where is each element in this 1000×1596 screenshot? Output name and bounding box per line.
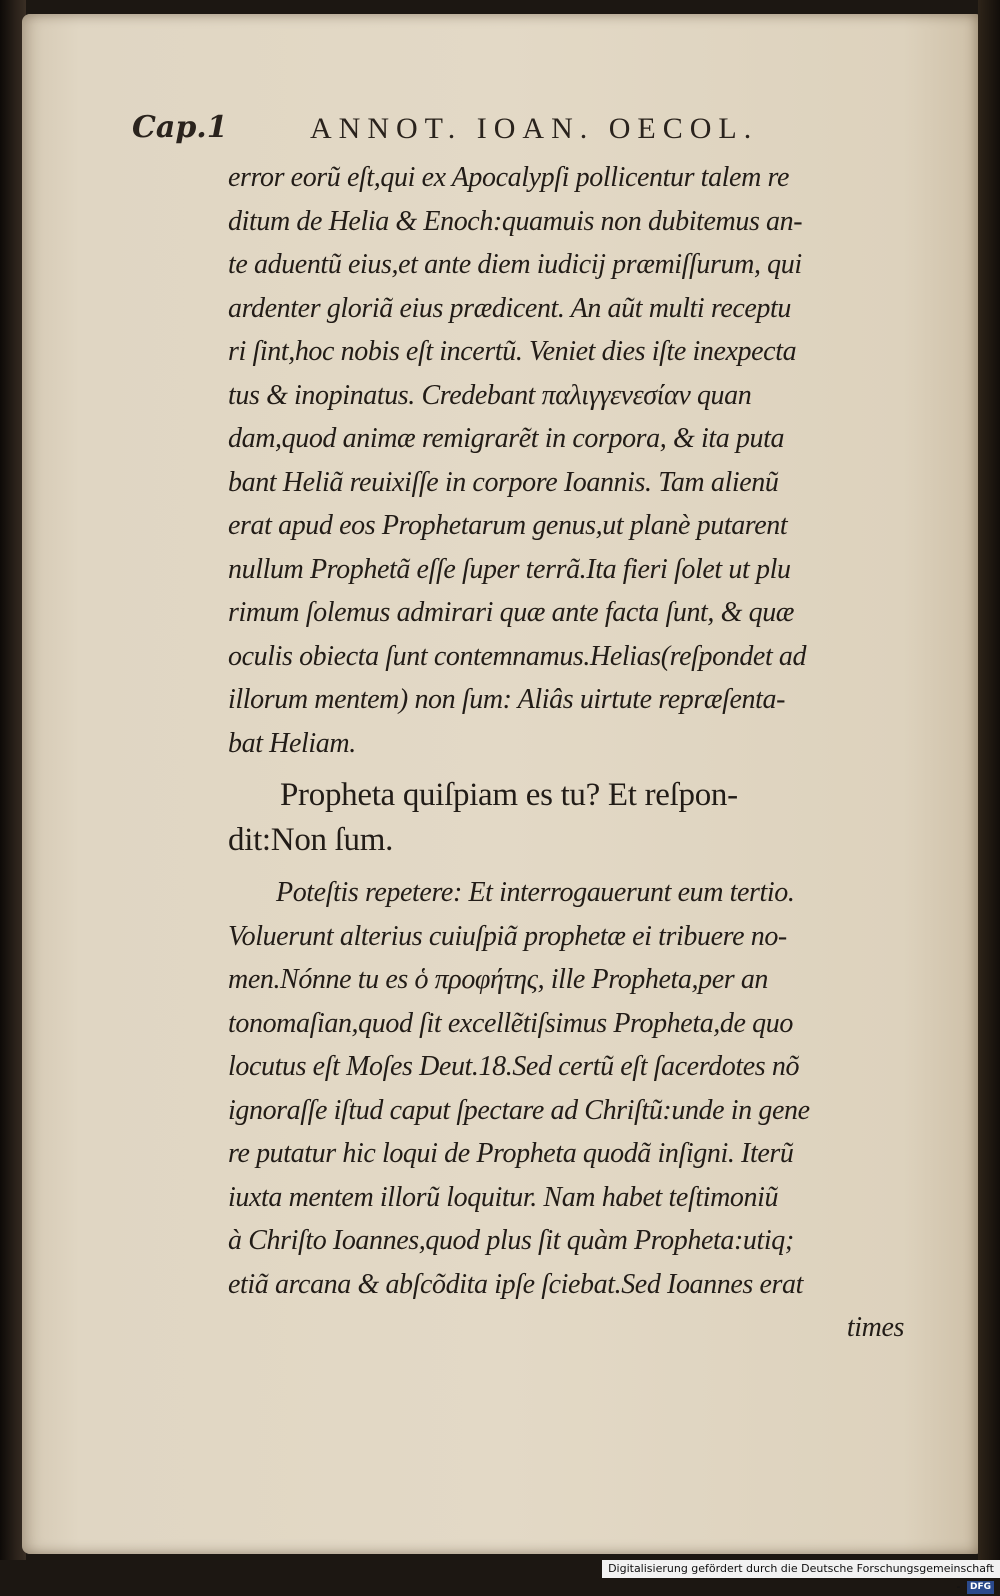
text-line: locutus eſt Moſes Deut.18.Sed certũ eſt ſacerdotes nõ xyxy=(228,1051,800,1082)
text-line: dam,quod animæ remigrarẽt in corpora, & ita puta xyxy=(228,423,785,454)
text-line: ri ſint,hoc nobis eſt incertũ. Veniet dies iſte inexpecta xyxy=(228,336,797,367)
lemma-line: dit:Non ſum. xyxy=(228,822,394,858)
digitization-footer xyxy=(602,1560,1000,1593)
text-line: à Chriſto Ioannes,quod plus ſit quàm Propheta:utiq; xyxy=(228,1225,794,1256)
page-text xyxy=(228,156,908,1350)
text-line: men.Nónne tu es ὁ προφήτης, ille Propheta,per an xyxy=(228,964,769,995)
dfg-logo: DFG xyxy=(967,1581,994,1594)
page-edge-shadow xyxy=(978,0,1000,1560)
text-line: rimum ſolemus admirari quæ ante facta ſunt, & quæ xyxy=(228,597,795,628)
text-line: Poteſtis repetere: Et interrogauerunt eum tertio. xyxy=(276,877,795,908)
text-line: error eorũ eſt,qui ex Apocalypſi pollicentur talem re xyxy=(228,162,789,193)
text-line: ignoraſſe iſtud caput ſpectare ad Chriſtũ:unde in gene xyxy=(228,1094,810,1126)
text-line: tus & inopinatus. Credebant παλιγγενεσίαν quan xyxy=(228,379,752,411)
text-line: nullum Prophetã eſſe ſuper terrã.Ita fieri ſolet ut plu xyxy=(228,553,791,585)
text-line: etiã arcana & abſcõdita ipſe ſciebat.Sed Ioannes erat xyxy=(228,1268,803,1300)
text-line: ardenter gloriã eius prædicent. An aũt multi receptu xyxy=(228,292,791,324)
lemma-line: Propheta quiſpiam es tu? Et reſpon- xyxy=(280,777,738,813)
text-line: re putatur hic loqui de Propheta quodã inſigni. Iterũ xyxy=(228,1138,794,1169)
running-title: ANNOT. IOAN. OECOL. xyxy=(310,112,759,145)
text-line: iuxta mentem illorũ loquitur. Nam habet teſtimoniũ xyxy=(228,1181,779,1213)
text-line: Voluerunt alterius cuiuſpiã prophetæ ei tribuere no- xyxy=(228,920,787,952)
text-line: ditum de Helia & Enoch:quamuis non dubitemus an- xyxy=(228,205,803,237)
text-line: bant Heliã reuixiſſe in corpore Ioannis. Tam alienũ xyxy=(228,466,779,498)
catchword: times xyxy=(846,1312,904,1343)
text-line: bat Heliam. xyxy=(228,727,356,759)
text-line: erat apud eos Prophetarum genus,ut planè putarent xyxy=(228,510,788,541)
page-header xyxy=(132,110,852,156)
footer-text: Digitalisierung gefördert durch die Deutsche Forschungsgemeinschaft - xyxy=(608,1562,994,1593)
text-line: oculis obiecta ſunt contemnamus.Helias(reſpondet ad xyxy=(228,640,807,672)
text-line: te aduentũ eius,et ante diem iudicij præmiſſurum, qui xyxy=(228,249,802,280)
chapter-label: Cap.1 xyxy=(132,110,228,145)
text-line: illorum mentem) non ſum: Aliâs uirtute repræſenta- xyxy=(228,684,786,715)
text-line: tonomaſian,quod ſit excellẽtiſsimus Propheta,de quo xyxy=(228,1007,793,1039)
